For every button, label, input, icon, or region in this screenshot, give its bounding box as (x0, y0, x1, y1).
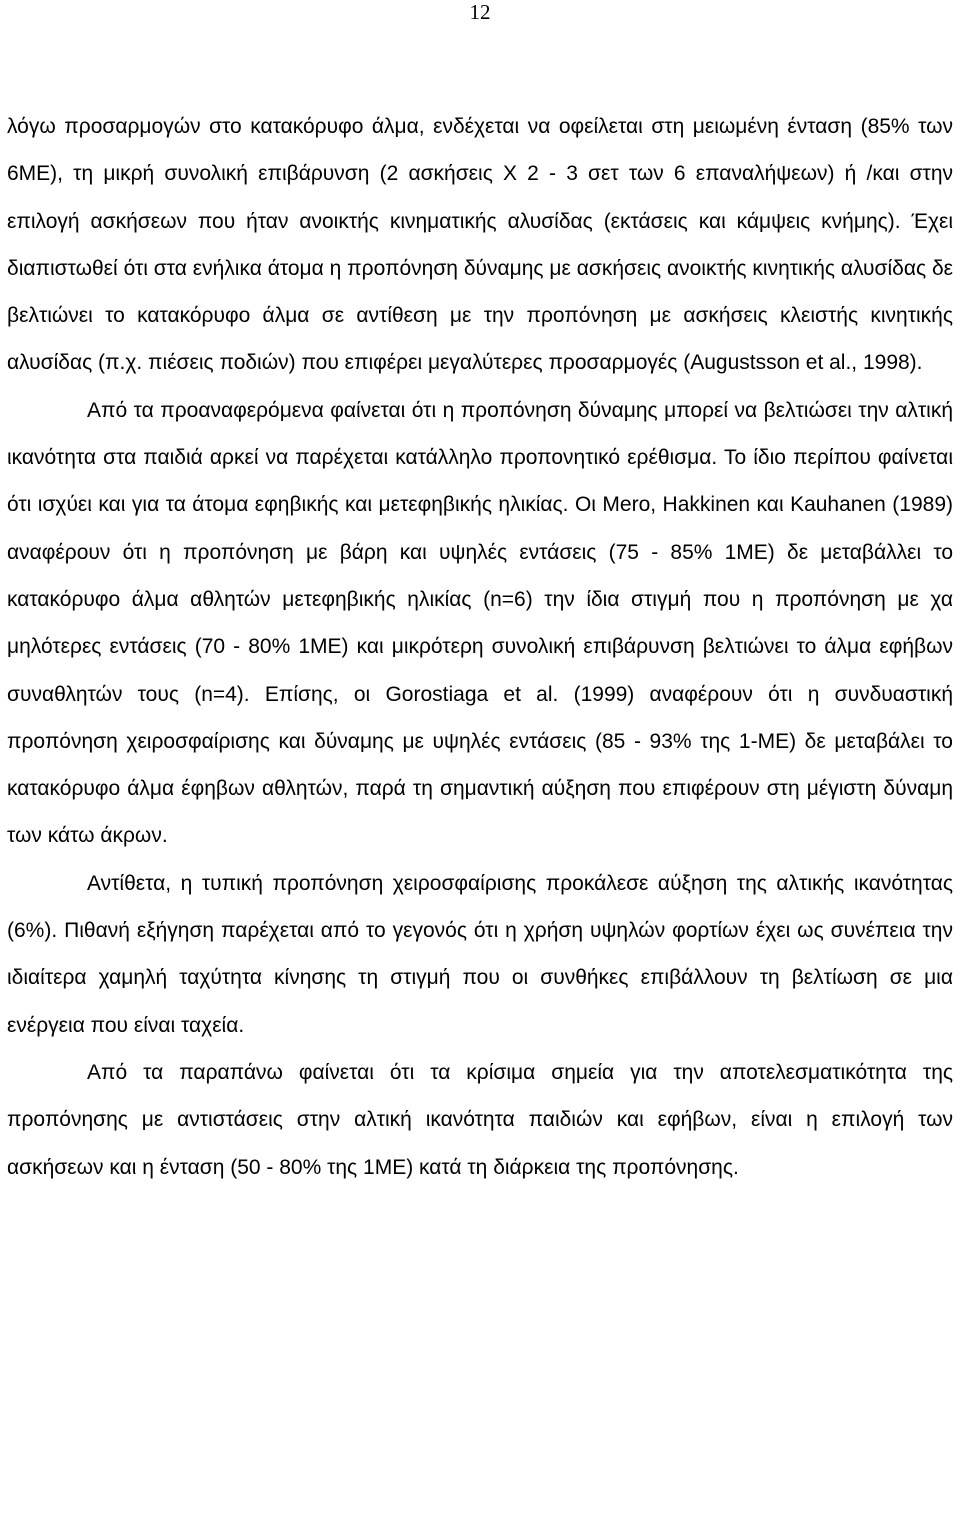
paragraph-1: λόγω προσαρμογών στο κατακόρυφο άλμα, ενδέχεται να οφείλεται στη μειωμένη ένταση (85% των 6ΜΕ), τη μικρή συνολική επιβάρυνση (2 ασκήσεις X 2 - 3 σετ των 6 επαναλήψεων) ή /και στην επιλογή ασκήσεων που ήταν ανοικτής κινηματικής αλυσίδας (εκτάσεις και κάμψεις κνήμης). Έχει διαπιστωθεί ότι στα ενήλικα άτομα η προπόνηση δύναμης με ασκήσεις ανοικτής κινητικής αλυσίδας δε βελτιώνει το κατακόρυφο άλμα σε αντίθεση με την προπόνηση με ασκήσεις κλειστής κινητικής αλυσίδας (π.χ. πιέσεις ποδιών) που επιφέρει μεγαλύτερες προσαρμογές (Augustsson et al., 1998). (7, 115, 953, 375)
document-body (7, 103, 953, 1191)
paragraph-2: Από τα προαναφερόμενα φαίνεται ότι η προπόνηση δύναμης μπορεί να βελτιώσει την αλτική ικανότητα στα παιδιά αρκεί να παρέχεται κατάλληλο προπονητικό ερέθισμα. Το ίδιο περίπου φαίνεται ότι ισχύει και για τα άτομα εφηβικής και μετεφηβικής ηλικίας. Οι Mero, Hakkinen και Kauhanen (1989) αναφέρουν ότι η προπόνηση με βάρη και υψηλές εντάσεις (75 - 85% 1ΜΕ) δε μεταβάλλει το κατακόρυφο άλμα αθλητών μετεφηβικής ηλικίας (n=6) την ίδια στιγμή που η προπόνηση με χα μηλότερες εντάσεις (70 - 80% 1ΜΕ) και μικρότερη συνολική επιβάρυνση βελτιώνει το άλμα εφήβων συναθλητών τους (n=4). Επίσης, οι Gorostiaga et al. (1999) αναφέρουν ότι η συνδυαστική προπόνηση χειροσφαίρισης και δύναμης με υψηλές εντάσεις (85 - 93% της 1-ΜΕ) δε μεταβάλει το κατακόρυφο άλμα έφηβων αθλητών, παρά τη σημαντική αύξηση που επιφέρουν στη μέγιστη δύναμη των κάτω άκρων. (7, 398, 953, 848)
paragraph-4: Από τα παραπάνω φαίνεται ότι τα κρίσιμα σημεία για την αποτελεσματικότητα της προπόνησης με αντιστάσεις στην αλτική ικανότητα παιδιών και εφήβων, είναι η επιλογή των ασκήσεων και η ένταση (50 - 80% της 1ΜΕ) κατά τη διάρκεια της προπόνησης. (7, 1060, 953, 1179)
paragraph-3: Αντίθετα, η τυπική προπόνηση χειροσφαίρισης προκάλεσε αύξηση της αλτικής ικανότητας (6%). Πιθανή εξήγηση παρέχεται από το γεγονός ότι η χρήση υψηλών φορτίων έχει ως συνέπεια την ιδιαίτερα χαμηλή ταχύτητα κίνησης τη στιγμή που οι συνθήκες επιβάλλουν τη βελτίωση σε μια ενέργεια που είναι ταχεία. (7, 871, 953, 1037)
page-number: 12 (469, 0, 491, 24)
